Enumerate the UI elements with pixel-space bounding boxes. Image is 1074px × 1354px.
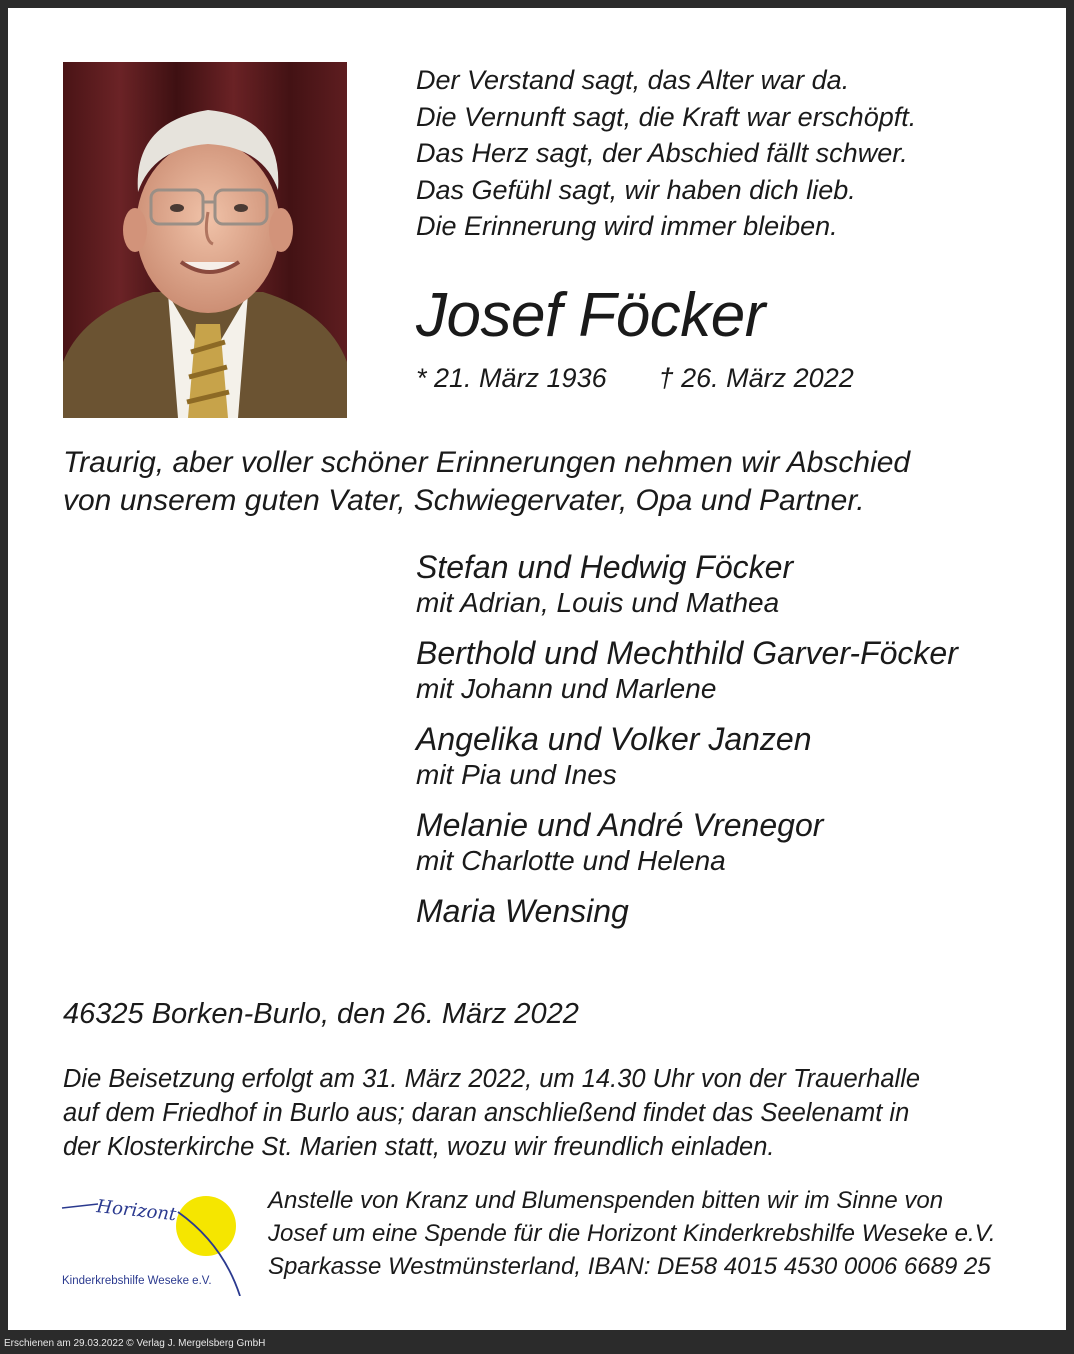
- logo-caption: Kinderkrebshilfe Weseke e.V.: [62, 1275, 212, 1287]
- family-sub: mit Adrian, Louis und Mathea: [416, 587, 780, 618]
- donation-line: Josef um eine Spende für die Horizont Kinderkrebshilfe Weseke e.V.: [268, 1220, 996, 1247]
- obituary-card: [8, 8, 1066, 1330]
- family-entry: [416, 720, 958, 792]
- poem-line: Das Herz sagt, der Abschied fällt schwer.: [416, 138, 908, 168]
- funeral-line: auf dem Friedhof in Burlo aus; daran anschließend findet das Seelenamt in: [63, 1099, 910, 1127]
- birth-date: * 21. März 1936: [416, 363, 607, 393]
- family-sub: mit Pia und Ines: [416, 759, 617, 790]
- family-main: Angelika und Volker Janzen: [416, 721, 812, 757]
- poem-line: Die Erinnerung wird immer bleiben.: [416, 211, 838, 241]
- death-date: † 26. März 2022: [658, 363, 854, 393]
- family-main: Stefan und Hedwig Föcker: [416, 549, 794, 585]
- family-entry: [416, 634, 958, 706]
- family-entry: [416, 892, 958, 930]
- poem-line: Der Verstand sagt, das Alter war da.: [416, 65, 850, 95]
- funeral-line: Die Beisetzung erfolgt am 31. März 2022, um 14.30 Uhr von der Trauerhalle: [63, 1065, 921, 1093]
- place-date: 46325 Borken-Burlo, den 26. März 2022: [63, 998, 579, 1030]
- portrait-photo: [63, 62, 347, 418]
- intro-line: von unserem guten Vater, Schwiegervater, Opa und Partner.: [63, 484, 865, 517]
- logo-word: Horizont: [95, 1196, 178, 1226]
- donation-line: Sparkasse Westmünsterland, IBAN: DE58 4015 4530 0006 6689 25: [268, 1253, 991, 1280]
- intro-text: [63, 444, 910, 520]
- family-main: Maria Wensing: [416, 893, 629, 929]
- family-entry: [416, 548, 958, 620]
- family-entry: [416, 806, 958, 878]
- deceased-name: Josef Föcker: [416, 281, 765, 350]
- funeral-line: der Klosterkirche St. Marien statt, wozu wir freundlich einladen.: [63, 1133, 775, 1161]
- poem-line: Die Vernunft sagt, die Kraft war erschöpft.: [416, 101, 917, 132]
- family-main: Melanie und André Vrenegor: [416, 807, 824, 843]
- family-sub: mit Charlotte und Helena: [416, 845, 726, 876]
- life-dates: [416, 362, 854, 394]
- poem: [416, 62, 916, 245]
- horizont-logo: [58, 1184, 258, 1296]
- intro-line: Traurig, aber voller schöner Erinnerungen nehmen wir Abschied: [63, 446, 911, 479]
- donation-info: [268, 1184, 996, 1283]
- poem-line: Das Gefühl sagt, wir haben dich lieb.: [416, 174, 856, 205]
- funeral-info: [63, 1062, 920, 1164]
- publication-footer: Erschienen am 29.03.2022 © Verlag J. Mergelsberg GmbH: [4, 1338, 266, 1349]
- family-main: Berthold und Mechthild Garver-Föcker: [416, 635, 958, 671]
- sun-icon: [176, 1196, 236, 1256]
- family-list: [416, 548, 958, 944]
- donation-line: Anstelle von Kranz und Blumenspenden bitten wir im Sinne von: [268, 1187, 944, 1214]
- family-sub: mit Johann und Marlene: [416, 673, 717, 704]
